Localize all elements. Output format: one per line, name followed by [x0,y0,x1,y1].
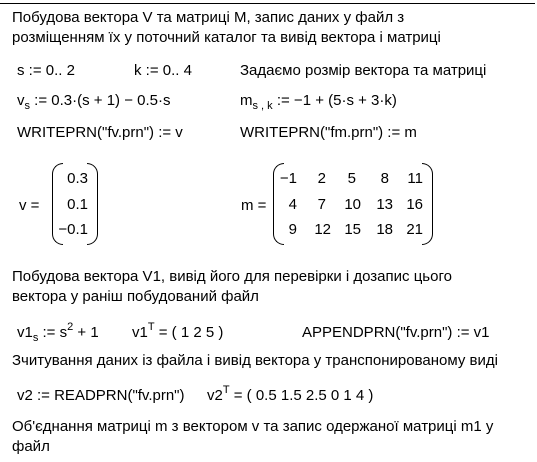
writeprn-v[interactable]: WRITEPRN("fv.prn") := v [17,124,183,141]
matrix-m-cell: 18 [376,221,393,238]
size-comment: Задаємо розмір вектора та матриці [240,62,487,79]
writeprn-m[interactable]: WRITEPRN("fm.prn") := m [240,124,417,141]
v2-transpose-result[interactable] [207,384,374,406]
matrix-m-cell: 16 [406,196,423,213]
matrix-m-cell: 2 [317,170,326,187]
top-divider [0,3,535,4]
matrix-m-cell: 11 [407,170,423,187]
range-s[interactable]: s := 0.. 2 [17,62,75,79]
section2-heading-line2: вектора у раніш побудований файл [12,288,259,305]
m-definition[interactable] [240,92,397,111]
vector-v-result [52,163,98,245]
section4-heading-line2: файл [12,438,50,455]
matrix-m-label: m = [241,197,267,214]
section2-heading-line1: Побудова вектора V1, вивід його для перевірки і дозапис цього [12,268,452,285]
v1-name: v1 [17,324,33,341]
matrix-m-cell: 21 [406,221,423,238]
vector-v-label: v = [19,197,40,214]
v2-t-values: = ( 0.5 1.5 2.5 0 1 4 ) [229,387,374,404]
v2-t-name: v2 [207,387,223,404]
v-definition[interactable] [17,92,170,111]
v1-definition[interactable] [17,321,99,344]
matrix-m-cell: 9 [288,221,297,238]
v-formula: := 0.3·(s + 1) − 0.5·s [30,92,171,109]
right-paren [422,163,433,245]
section4-heading-line1: Об'єднання матриці m з вектором v та запис одержаної матриці m1 у [12,418,494,435]
matrix-m-result [273,163,433,245]
matrix-m-cell: 15 [344,221,361,238]
v-subscript: s [24,100,30,112]
section1-heading-line2: розміщенням їх у поточний каталог та вивід вектора і матриці [12,29,441,46]
matrix-m-cell: −1 [279,170,297,187]
matrix-m-cell: 10 [344,196,361,213]
section1-heading-line1: Побудова вектора V та матриці М, запис даних у файл з [12,9,405,26]
vector-v-cell: 0.3 [67,170,88,187]
vector-v-cell: 0.1 [67,196,88,213]
v1-power: 2 [67,321,74,333]
matrix-m-cell: 13 [376,196,393,213]
matrix-m-cell: 4 [288,196,297,213]
matrix-m-cell: 12 [314,221,331,238]
section3-heading: Зчитування даних із файла і вивід вектора у транспонированому виді [12,352,498,369]
v1-t-values: = ( 1 2 5 ) [154,324,224,341]
appendprn-v1[interactable]: APPENDPRN("fv.prn") := v1 [302,324,490,341]
transpose-superscript: T [147,321,155,333]
v1-formula-a: := s [38,324,68,341]
right-paren [87,163,98,245]
matrix-m-cell: 5 [347,170,356,187]
range-k[interactable]: k := 0.. 4 [134,62,192,79]
v1-subscript: s [32,332,39,344]
m-formula: := −1 + (5·s + 3·k) [272,92,397,109]
matrix-m-cell: 8 [380,170,389,187]
v1-t-name: v1 [132,324,148,341]
matrix-m-cell: 7 [317,196,326,213]
m-name: m [240,92,253,109]
v1-transpose-result[interactable] [132,321,224,343]
transpose-superscript: T [222,384,230,396]
vector-v-cell: −0.1 [58,221,88,238]
v1-formula-b: + 1 [73,324,99,341]
v-name: v [17,92,25,109]
readprn-v2[interactable]: v2 := READPRN("fv.prn") [17,387,185,404]
m-subscript: s , k [252,100,273,112]
